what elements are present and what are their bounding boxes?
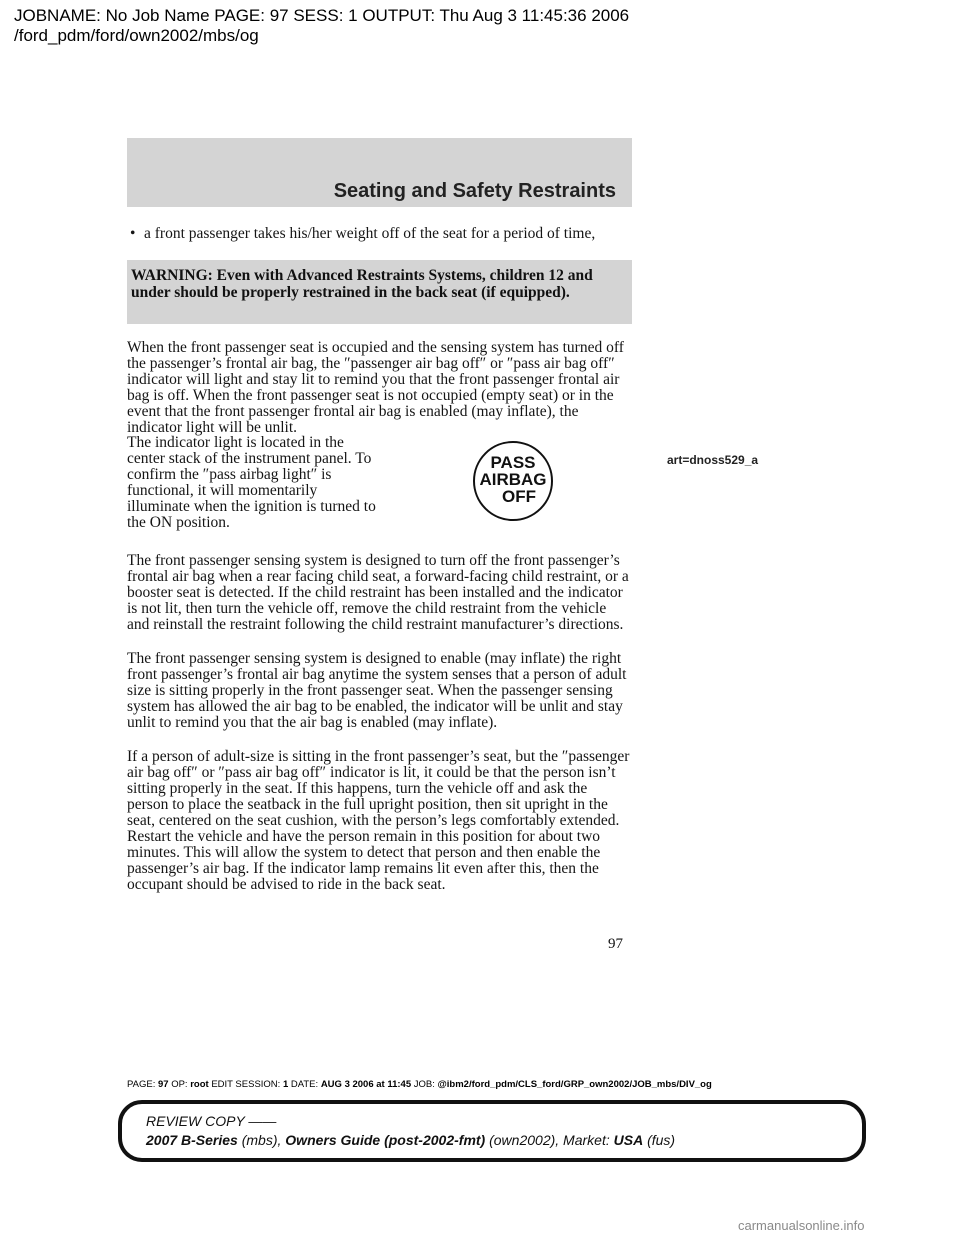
section-title: Seating and Safety Restraints — [333, 180, 616, 202]
indicator-line-2: AIRBAG — [479, 470, 547, 489]
section-header-band — [127, 138, 632, 207]
footer-job-value: @ibm2/ford_pdm/CLS_ford/GRP_own2002/JOB_mbs/DIV_og — [437, 1079, 712, 1090]
review-copy-label: REVIEW COPY —— — [146, 1113, 277, 1129]
review-separator-1: , — [277, 1132, 286, 1148]
footer-op-label: OP: — [171, 1079, 188, 1090]
indicator-line-1: PASS — [490, 453, 536, 472]
watermark: carmanualsonline.info — [738, 1218, 865, 1233]
paragraph-indicator-behavior: When the front passenger seat is occupied and the sensing system has turned off the passenger’s frontal air bag, the ″passenger air bag off″ or ″pass air bag off″ indicator will light and stay lit to remind you that the front passenger frontal air bag is off. When the front passenger seat is not occupied (empty seat) or in the event that the front passenger frontal air bag is enabled (may inflate), the indicator light will be unlit. — [127, 339, 624, 436]
footer-op-value: root — [190, 1079, 209, 1090]
paragraph-child-restraint: The front passenger sensing system is designed to turn off the front passenger’s frontal air bag when a rear facing child seat, a forward-facing child restraint, or a booster seat is detected. If the child restraint has been installed and the indicator is not lit, then turn the vehicle off, remove the child restraint from the vehicle and reinstall the restraint following the child restraint manufacturer’s directions. — [127, 552, 629, 633]
footer-session-label: EDIT SESSION: — [211, 1079, 281, 1090]
review-market: USA — [613, 1132, 644, 1148]
bullet-item — [130, 226, 630, 242]
paragraph-adult-enable: The front passenger sensing system is designed to enable (may inflate) the right front passenger’s frontal air bag anytime the system senses that a person of adult size is sitting properly in the front passenger seat. When the passenger sensing system has allowed the air bag to be enabled, the indicator will be unlit and stay unlit to remind you that the air bag is enabled (may inflate). — [127, 650, 627, 731]
footer-session-value: 1 — [282, 1079, 289, 1090]
warning-box — [127, 260, 632, 324]
page-number: 97 — [608, 936, 623, 952]
footer-date-value: AUG 3 2006 at 11:45 — [320, 1079, 412, 1090]
warning-text: WARNING: Even with Advanced Restraints Systems, children 12 and under should be properly restrained in the back seat (if equipped). — [131, 267, 593, 301]
review-guide: Owners Guide (post-2002-fmt) — [285, 1132, 486, 1148]
footer-page-value: 97 — [157, 1079, 169, 1090]
review-model: 2007 B-Series — [146, 1132, 238, 1148]
footer-page-label: PAGE: — [127, 1079, 156, 1090]
bullet-symbol: • — [130, 225, 136, 242]
review-separator-2: , Market: — [555, 1132, 614, 1148]
review-guide-code: (own2002) — [489, 1132, 556, 1148]
review-copy-box — [118, 1100, 866, 1162]
pass-airbag-off-indicator-icon — [473, 441, 553, 521]
footer-metadata — [127, 1079, 712, 1090]
job-header-line-1: JOBNAME: No Job Name PAGE: 97 SESS: 1 OUTPUT: Thu Aug 3 11:45:36 2006 — [14, 6, 630, 25]
footer-date-label: DATE: — [290, 1079, 319, 1090]
footer-job-label: JOB: — [413, 1079, 435, 1090]
art-reference-label: art=dnoss529_a — [667, 453, 759, 467]
indicator-line-3: OFF — [502, 487, 536, 506]
review-market-code: (fus) — [647, 1132, 676, 1148]
bullet-text: a front passenger takes his/her weight off of the seat for a period of time, — [144, 225, 596, 242]
job-header-line-2: /ford_pdm/ford/own2002/mbs/og — [14, 26, 259, 45]
job-header — [14, 6, 629, 46]
paragraph-adult-seating: If a person of adult-size is sitting in the front passenger’s seat, but the ″passenger air bag off″ or ″pass air bag off″ indicator is lit, it could be that the person isn’t sitting properly in the seat. If this happens, turn the vehicle off and ask the person to place the seatback in the full upright position, then sit upright in the seat, centered on the seat cushion, with the person’s legs comfortably extended. Restart the vehicle and have the person remain in this position for about two minutes. This will allow the system to detect that person and then enable the passenger’s air bag. If the indicator lamp remains lit even after this, then the occupant should be advised to ride in the back seat. — [127, 748, 630, 893]
review-model-code: (mbs) — [241, 1132, 278, 1148]
review-copy-details — [146, 1132, 675, 1148]
paragraph-indicator-location: The indicator light is located in the center stack of the instrument panel. To confirm the ″pass airbag light″ is functional, it will momentarily illuminate when the ignition is turned to the ON position. — [127, 434, 376, 531]
